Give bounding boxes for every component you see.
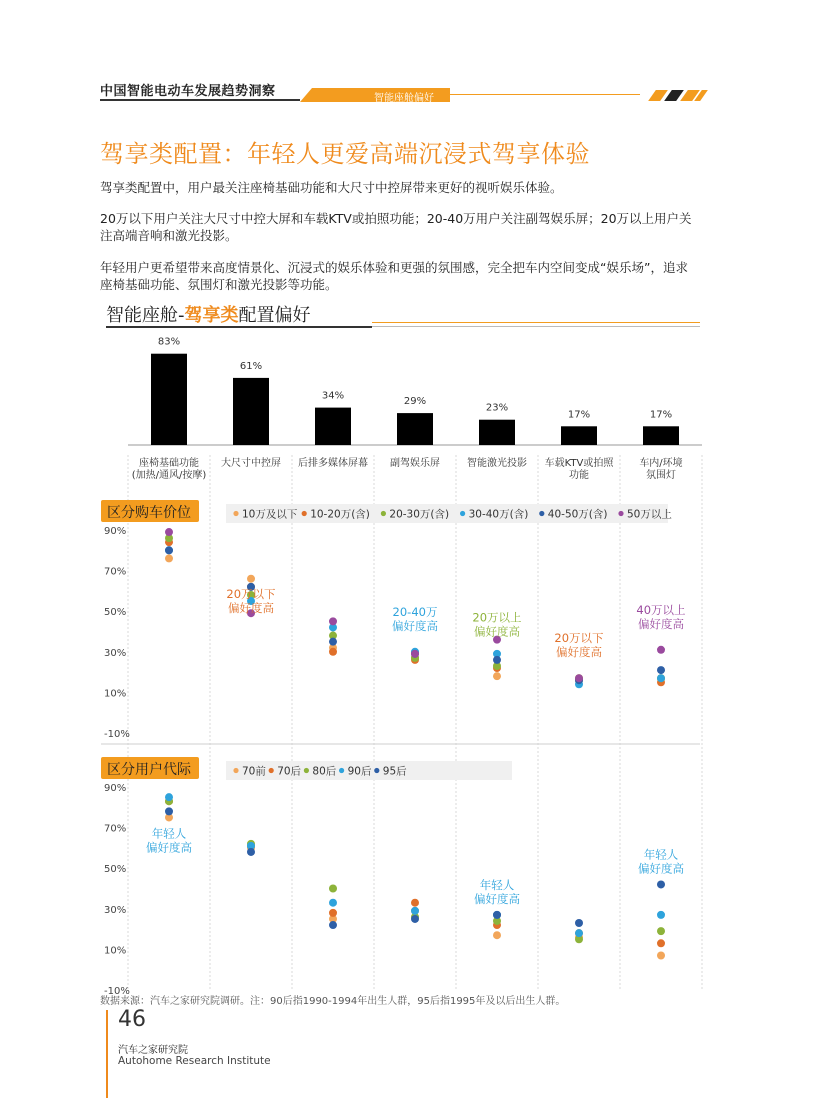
legend-label: 10-20万(含) xyxy=(310,508,370,521)
legend-marker xyxy=(304,768,309,773)
bar-value-label: 29% xyxy=(403,396,427,408)
y-tick-label: -10% xyxy=(104,986,130,997)
annotation-label: 40万以上偏好度高 xyxy=(636,602,686,631)
y-tick-label: 10% xyxy=(104,945,127,957)
category-label: 智能激光投影 xyxy=(467,458,527,469)
legend-marker xyxy=(618,511,623,516)
data-point xyxy=(657,666,665,674)
section-title-prefix: 智能座舱- xyxy=(106,305,185,326)
legend-label: 40-50万(含) xyxy=(547,508,608,521)
category-label: 副驾娱乐屏 xyxy=(390,458,440,469)
data-point xyxy=(493,656,501,664)
legend-marker xyxy=(539,511,544,516)
bar-value-label: 23% xyxy=(485,402,509,414)
legend-marker xyxy=(460,511,465,516)
category-label: 车内/环境氛围灯 xyxy=(639,458,683,481)
bar-value-label: 17% xyxy=(649,409,673,421)
data-point xyxy=(165,528,173,536)
data-point xyxy=(657,927,665,935)
data-point xyxy=(575,919,583,927)
report-title: 中国智能电动车发展趋势洞察 xyxy=(100,84,276,99)
bar xyxy=(151,354,187,445)
bar xyxy=(233,378,269,445)
legend-label: 95后 xyxy=(382,765,407,778)
legend-label: 50万以上 xyxy=(627,508,672,521)
data-point xyxy=(247,575,255,583)
category-label: 后排多媒体屏幕 xyxy=(298,458,368,469)
y-tick-label: -10% xyxy=(104,729,130,740)
legend-marker xyxy=(374,768,379,773)
annotation-label: 20-40万偏好度高 xyxy=(392,604,438,633)
data-point xyxy=(411,907,419,915)
bar-value-label: 17% xyxy=(567,409,591,421)
bar xyxy=(315,408,351,445)
data-point xyxy=(411,899,419,907)
legend-marker xyxy=(269,768,274,773)
data-point xyxy=(575,929,583,937)
paragraph: 年轻用户更希望带来高度情景化、沉浸式的娱乐体验和更强的氛围感，完全把车内空间变成“娱乐场”，追求座椅基础功能、氛围灯和激光投影等功能。 xyxy=(100,260,688,292)
page-number: 46 xyxy=(118,1007,146,1032)
data-point xyxy=(329,638,337,646)
data-point xyxy=(329,617,337,625)
bar xyxy=(397,413,433,445)
category-label: 大尺寸中控屏 xyxy=(221,458,281,469)
section-title-highlight: 驾享类 xyxy=(184,305,239,326)
panel-title: 区分用户代际 xyxy=(107,762,191,778)
y-tick-label: 30% xyxy=(104,647,127,659)
bar xyxy=(643,426,679,445)
y-tick-label: 70% xyxy=(104,823,127,835)
data-point xyxy=(657,880,665,888)
category-label: 车载KTV或拍照功能 xyxy=(544,458,614,481)
paragraph: 20万以下用户关注大尺寸中控大屏和车载KTV或拍照功能；20-40万用户关注副驾娱乐屏；20万以上用户关注高端音响和激光投影。 xyxy=(100,211,692,243)
legend-marker xyxy=(233,768,238,773)
data-point xyxy=(657,911,665,919)
header-tab-label: 智能座舱偏好 xyxy=(374,93,434,104)
legend-marker xyxy=(302,511,307,516)
data-point xyxy=(329,899,337,907)
data-point xyxy=(493,931,501,939)
annotation-label: 年轻人偏好度高 xyxy=(638,847,684,876)
footnote: 数据来源：汽车之家研究院调研。注：90后指1990-1994年出生人群，95后指1995年及以后出生人群。 xyxy=(100,996,566,1007)
data-point xyxy=(165,793,173,801)
section-title-suffix: 配置偏好 xyxy=(238,305,311,326)
org-name-en: Autohome Research Institute xyxy=(118,1055,271,1067)
category-label: 座椅基础功能(加热/通风/按摩) xyxy=(131,458,207,481)
page-title: 驾享类配置：年轻人更爱高端沉浸式驾享体验 xyxy=(100,140,590,168)
legend-label: 80后 xyxy=(312,765,337,778)
legend-label: 70前 xyxy=(242,765,266,778)
annotation-label: 年轻人偏好度高 xyxy=(146,826,192,855)
data-point xyxy=(493,911,501,919)
org-name-cn: 汽车之家研究院 xyxy=(118,1045,188,1056)
bar-value-label: 61% xyxy=(239,360,263,372)
data-point xyxy=(247,848,255,856)
y-tick-label: 90% xyxy=(104,526,127,537)
bar xyxy=(561,426,597,445)
legend-label: 90后 xyxy=(347,765,372,778)
legend-label: 30-40万(含) xyxy=(468,508,529,521)
data-point xyxy=(165,554,173,562)
y-tick-label: 10% xyxy=(104,688,127,700)
data-point xyxy=(329,909,337,917)
bar-value-label: 34% xyxy=(321,390,345,402)
data-point xyxy=(329,921,337,929)
data-point xyxy=(493,672,501,680)
bar xyxy=(479,420,515,445)
legend-label: 70后 xyxy=(277,765,302,778)
data-point xyxy=(657,674,665,682)
y-tick-label: 50% xyxy=(104,864,127,876)
annotation-label: 年轻人偏好度高 xyxy=(474,877,520,906)
data-point xyxy=(411,650,419,658)
bar-value-label: 83% xyxy=(157,336,181,348)
data-point xyxy=(575,674,583,682)
legend-marker xyxy=(233,511,238,516)
y-tick-label: 50% xyxy=(104,607,127,619)
annotation-label: 20万以下偏好度高 xyxy=(554,631,604,660)
annotation-label: 20万以下偏好度高 xyxy=(226,587,276,616)
data-point xyxy=(657,646,665,654)
legend-label: 20-30万(含) xyxy=(389,508,450,521)
annotation-label: 20万以上偏好度高 xyxy=(472,610,522,639)
y-tick-label: 30% xyxy=(104,904,127,916)
data-point xyxy=(329,648,337,656)
data-point xyxy=(165,546,173,554)
y-tick-label: 90% xyxy=(104,783,127,794)
footer-accent-bar xyxy=(106,1010,108,1098)
data-point xyxy=(657,951,665,959)
data-point xyxy=(411,915,419,923)
y-tick-label: 70% xyxy=(104,566,127,578)
legend-marker xyxy=(339,768,344,773)
legend-label: 10万及以下 xyxy=(242,508,298,521)
data-point xyxy=(165,807,173,815)
panel-title: 区分购车价位 xyxy=(107,505,191,521)
legend-marker xyxy=(381,511,386,516)
data-point xyxy=(657,939,665,947)
paragraph: 驾享类配置中，用户最关注座椅基础功能和大尺寸中控屏带来更好的视听娱乐体验。 xyxy=(100,180,563,195)
data-point xyxy=(329,885,337,893)
